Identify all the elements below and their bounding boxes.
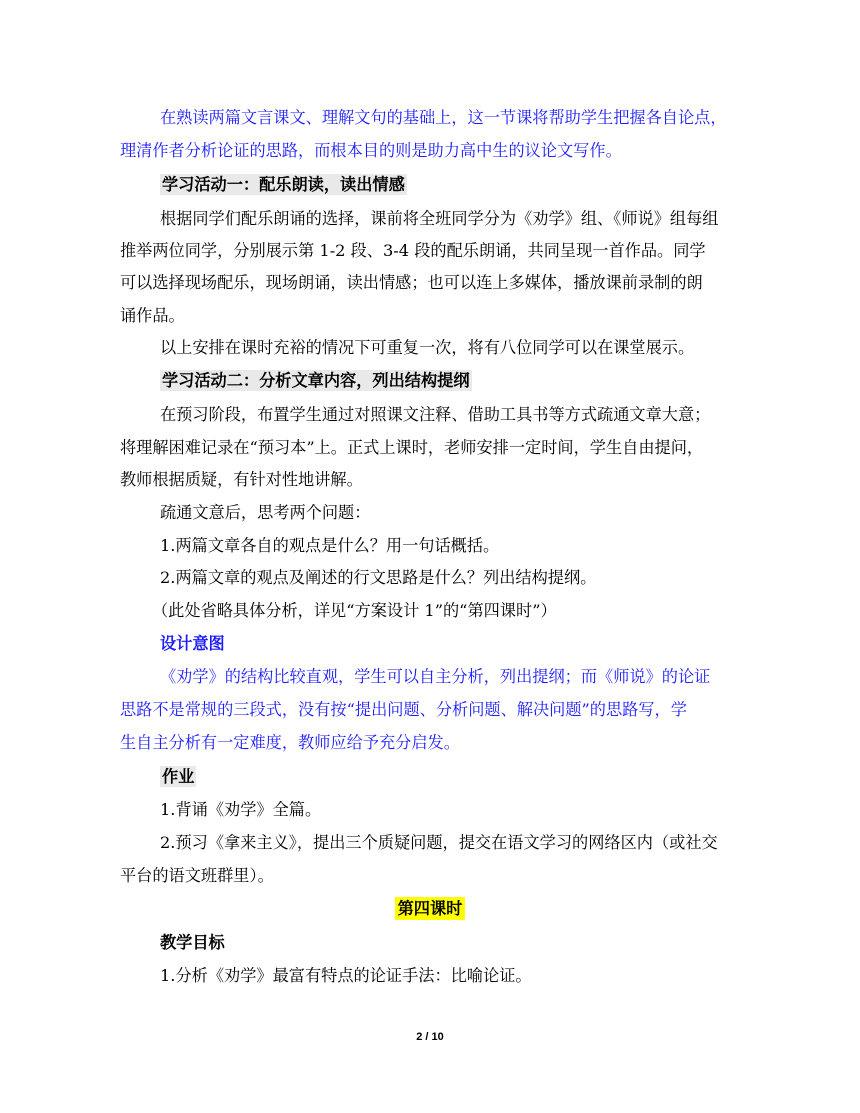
activity1-para-line-1: 根据同学们配乐朗诵的选择，课前将全班同学分为《劝学》组、《师说》组每组 [160, 209, 719, 228]
activity1-heading-text: 学习活动一：配乐朗读，读出情感 [162, 175, 405, 194]
homework-item-2-line-2: 平台的语文班群里）。 [120, 866, 274, 885]
activity2-heading-text: 学习活动二：分析文章内容，列出结构提纲 [162, 371, 470, 390]
homework-item-2-line-1: 2.预习《拿来主义》，提出三个质疑问题，提交在语文学习的网络区内（或社交 [160, 833, 718, 852]
activity1-para-line-3: 可以选择现场配乐，现场朗诵，读出情感；也可以连上多媒体，播放课前录制的朗 [120, 273, 703, 292]
design-line-3: 生自主分析有一定难度，教师应给予充分启发。 [120, 733, 460, 752]
activity2-heading [160, 370, 472, 392]
activity1-para-line-2: 推举两位同学，分别展示第 1-2 段、3-4 段的配乐朗诵，共同呈现一首作品。同学 [120, 241, 706, 260]
intro-line-1: 在熟读两篇文言课文、理解文句的基础上，这一节课将帮助学生把握各自论点， [160, 108, 727, 127]
teaching-goals-heading: 教学目标 [160, 933, 225, 952]
activity2-para-line-1: 在预习阶段，布置学生通过对照课文注释、借助工具书等方式疏通文章大意； [160, 405, 711, 424]
intro-line-2: 理清作者分析论证的思路，而根本目的则是助力高中生的议论文写作。 [120, 141, 622, 160]
activity2-after: 疏通文意后，思考两个问题： [160, 503, 371, 522]
question-1: 1.两篇文章各自的观点是什么？用一句话概括。 [160, 536, 500, 555]
activity1-para-line-4: 诵作品。 [120, 306, 185, 325]
teaching-goal-1: 1.分析《劝学》最富有特点的论证手法：比喻论证。 [160, 966, 532, 985]
activity1-note: 以上安排在课时充裕的情况下可重复一次，将有八位同学可以在课堂展示。 [160, 338, 695, 357]
activity2-para-line-2: 将理解困难记录在“预习本”上。正式上课时，老师安排一定时间，学生自由提问， [120, 438, 704, 457]
homework-heading-text: 作业 [162, 767, 195, 786]
homework-heading [160, 766, 196, 788]
design-intent-heading: 设计意图 [160, 634, 225, 653]
activity2-para-line-3: 教师根据质疑，有针对性地讲解。 [120, 470, 363, 489]
page-number: 2 / 10 [416, 1031, 444, 1043]
design-line-2: 思路不是常规的三段式，没有按“提出问题、分析问题、解决问题”的思路写，学 [120, 700, 687, 719]
lesson4-heading-text: 第四课时 [395, 897, 466, 920]
homework-item-1: 1.背诵《劝学》全篇。 [160, 800, 322, 819]
activity1-heading [160, 174, 407, 196]
lesson4-heading [0, 898, 860, 920]
omitted-note: （此处省略具体分析，详见“方案设计 1”的“第四课时”） [152, 601, 557, 620]
question-2: 2.两篇文章的观点及阐述的行文思路是什么？列出结构提纲。 [160, 568, 597, 587]
design-line-1: 《劝学》的结构比较直观，学生可以自主分析，列出提纲；而《师说》的论证 [160, 667, 711, 686]
